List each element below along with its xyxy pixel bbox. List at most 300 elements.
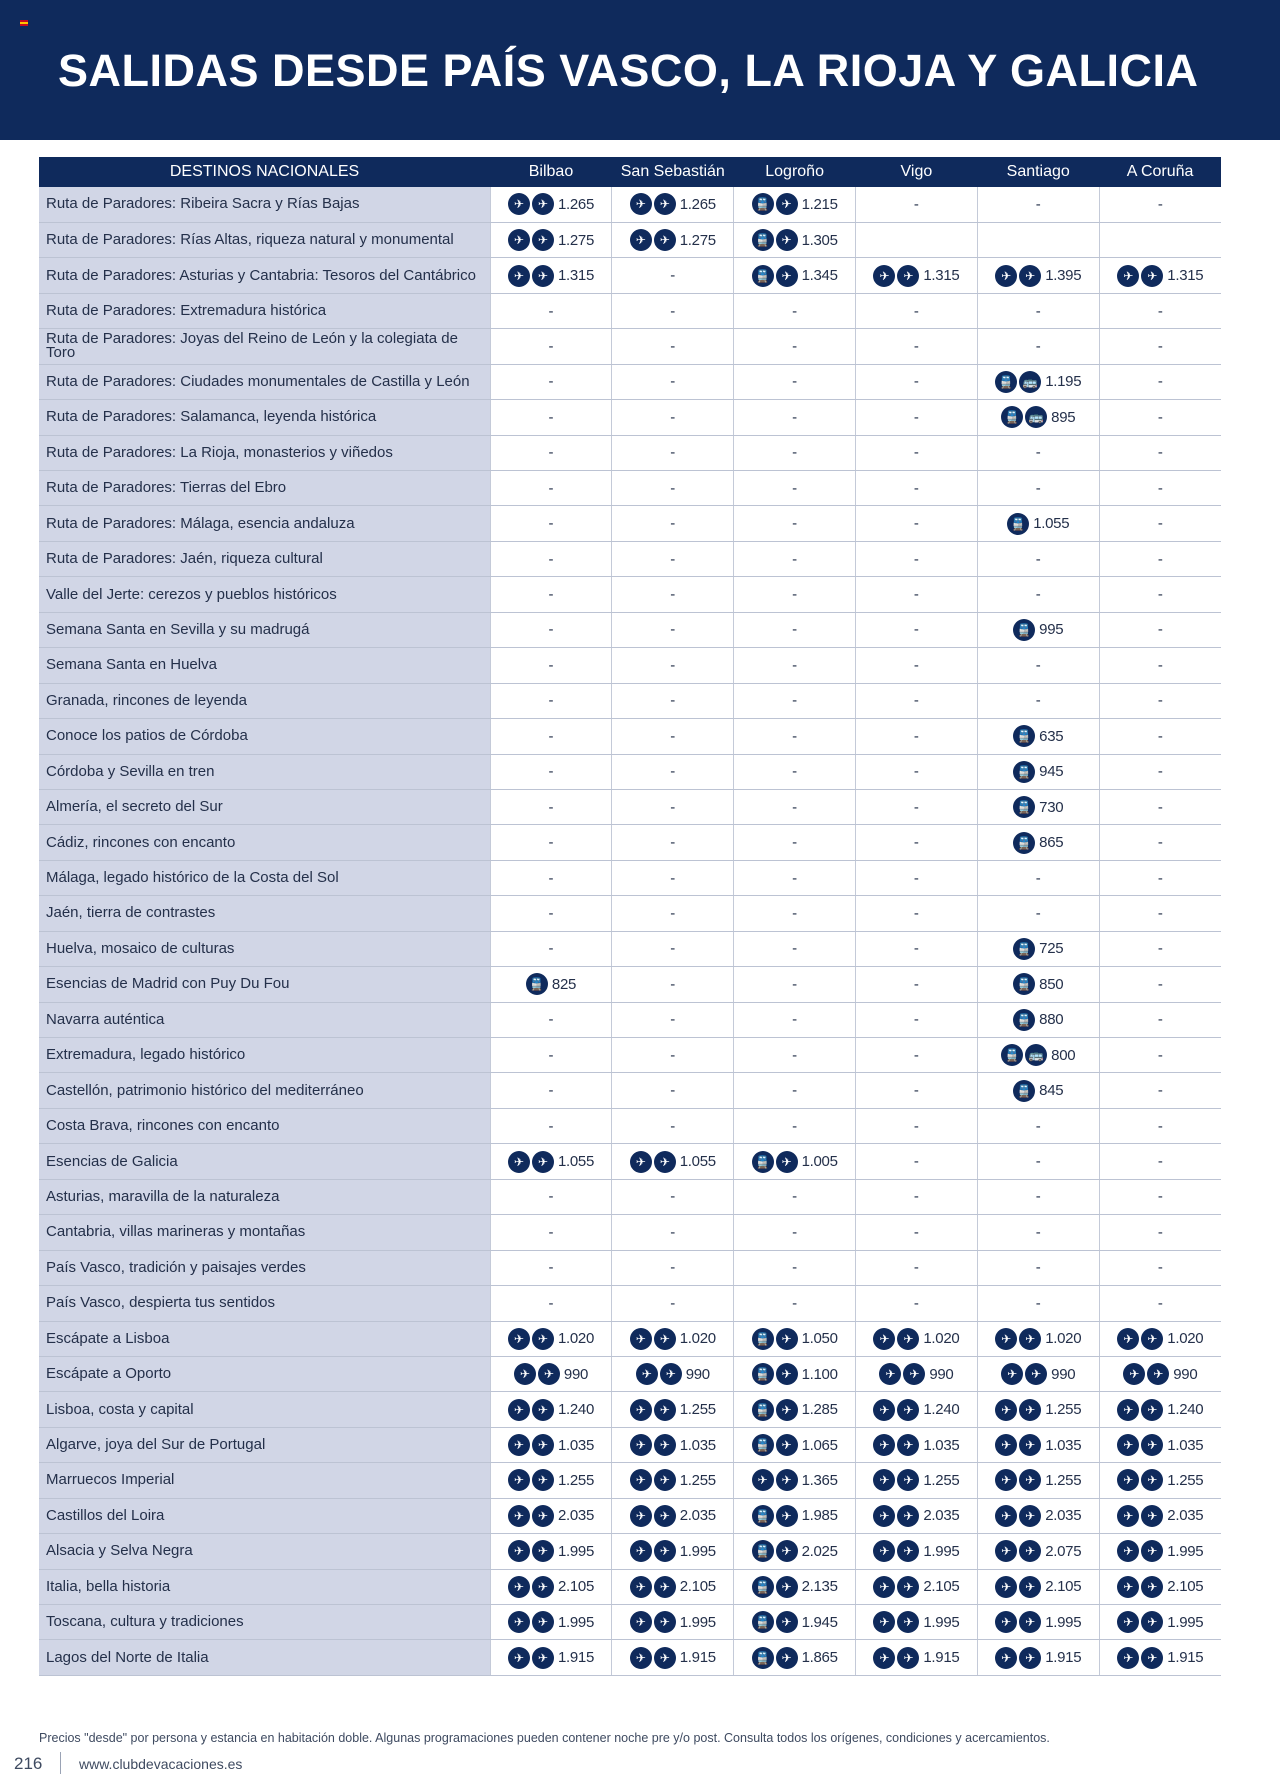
plane-icon: ✈ bbox=[879, 1363, 901, 1385]
price-cell bbox=[490, 222, 612, 257]
price-value: 1.995 bbox=[557, 1542, 594, 1560]
price-cell bbox=[490, 1463, 612, 1498]
price-cell bbox=[734, 683, 856, 718]
price-value: 1.055 bbox=[557, 1153, 594, 1171]
train-icon: 🚆 bbox=[1007, 513, 1029, 535]
not-available-dash: - bbox=[792, 656, 798, 674]
destination-name: Jaén, tierra de contrastes bbox=[39, 896, 490, 931]
price-cell bbox=[490, 506, 612, 541]
price-cell bbox=[1099, 1250, 1221, 1285]
price-cell bbox=[612, 1108, 734, 1143]
plane-icon: ✈ bbox=[508, 1469, 530, 1491]
plane-icon: ✈ bbox=[873, 1540, 895, 1562]
not-available-dash: - bbox=[1157, 1082, 1163, 1100]
not-available-dash: - bbox=[670, 1259, 676, 1277]
not-available-dash: - bbox=[548, 621, 554, 639]
not-available-dash: - bbox=[548, 586, 554, 604]
price-cell bbox=[612, 1534, 734, 1569]
not-available-dash: - bbox=[670, 834, 676, 852]
not-available-dash: - bbox=[548, 515, 554, 533]
price-cell bbox=[490, 1640, 612, 1675]
price-cell bbox=[734, 293, 856, 328]
price-cell bbox=[1099, 789, 1221, 824]
price-cell bbox=[977, 1605, 1099, 1640]
plane-icon: ✈ bbox=[1141, 1328, 1163, 1350]
price-cell bbox=[490, 329, 612, 364]
price-cell bbox=[1099, 754, 1221, 789]
price-cell bbox=[612, 329, 734, 364]
table-row bbox=[39, 471, 1221, 506]
plane-icon: ✈ bbox=[654, 1611, 676, 1633]
price-group bbox=[1001, 406, 1075, 428]
destination-name: Huelva, mosaico de culturas bbox=[39, 931, 490, 966]
table-row bbox=[39, 896, 1221, 931]
train-icon: 🚆 bbox=[995, 371, 1017, 393]
plane-icon: ✈ bbox=[873, 1434, 895, 1456]
price-cell bbox=[856, 1179, 978, 1214]
not-available-dash: - bbox=[1035, 692, 1041, 710]
not-available-dash: - bbox=[792, 1259, 798, 1277]
plane-icon: ✈ bbox=[532, 1576, 554, 1598]
price-cell bbox=[734, 577, 856, 612]
not-available-dash: - bbox=[670, 1011, 676, 1029]
price-cell bbox=[612, 577, 734, 612]
price-value: 1.055 bbox=[1033, 515, 1070, 533]
plane-icon: ✈ bbox=[1019, 1540, 1041, 1562]
price-cell bbox=[856, 683, 978, 718]
plane-icon: ✈ bbox=[508, 1399, 530, 1421]
price-group bbox=[630, 1469, 716, 1491]
plane-icon: ✈ bbox=[873, 1611, 895, 1633]
header-destinations: DESTINOS NACIONALES bbox=[39, 157, 490, 187]
price-group bbox=[752, 1576, 838, 1598]
destination-name: Ruta de Paradores: Extremadura histórica bbox=[39, 293, 490, 328]
plane-icon: ✈ bbox=[654, 1399, 676, 1421]
price-value: 1.005 bbox=[801, 1153, 838, 1171]
price-cell bbox=[612, 1605, 734, 1640]
not-available-dash: - bbox=[792, 1223, 798, 1241]
train-icon: 🚆 bbox=[1013, 1080, 1035, 1102]
not-available-dash: - bbox=[670, 940, 676, 958]
price-value: 1.315 bbox=[923, 267, 960, 285]
not-available-dash: - bbox=[670, 1294, 676, 1312]
train-icon: 🚆 bbox=[752, 1328, 774, 1350]
plane-icon: ✈ bbox=[1123, 1363, 1145, 1385]
table-row bbox=[39, 612, 1221, 647]
destination-name: Ruta de Paradores: Joyas del Reino de León y la colegiata de Toro bbox=[39, 329, 490, 364]
price-cell bbox=[490, 1356, 612, 1391]
not-available-dash: - bbox=[548, 1011, 554, 1029]
plane-icon: ✈ bbox=[538, 1363, 560, 1385]
price-value: 800 bbox=[1051, 1046, 1076, 1064]
header-a-coruna: A Coruña bbox=[1099, 157, 1221, 187]
price-cell bbox=[856, 1427, 978, 1462]
price-group bbox=[995, 1505, 1081, 1527]
destination-name: Conoce los patios de Córdoba bbox=[39, 719, 490, 754]
price-cell bbox=[1099, 1215, 1221, 1250]
train-icon: 🚆 bbox=[752, 193, 774, 215]
not-available-dash: - bbox=[792, 515, 798, 533]
plane-icon: ✈ bbox=[1141, 1540, 1163, 1562]
not-available-dash: - bbox=[670, 904, 676, 922]
price-cell bbox=[856, 1569, 978, 1604]
price-cell bbox=[734, 1144, 856, 1179]
train-icon: 🚆 bbox=[752, 1611, 774, 1633]
price-cell bbox=[734, 329, 856, 364]
not-available-dash: - bbox=[792, 1046, 798, 1064]
price-value: 1.985 bbox=[801, 1507, 838, 1525]
table-row bbox=[39, 1002, 1221, 1037]
plane-icon: ✈ bbox=[654, 1469, 676, 1491]
price-cell bbox=[977, 719, 1099, 754]
price-cell bbox=[977, 1498, 1099, 1533]
table-row bbox=[39, 1321, 1221, 1356]
price-group bbox=[752, 1363, 838, 1385]
plane-icon: ✈ bbox=[508, 229, 530, 251]
price-cell bbox=[977, 1108, 1099, 1143]
plane-icon: ✈ bbox=[532, 193, 554, 215]
not-available-dash: - bbox=[670, 1082, 676, 1100]
price-cell bbox=[490, 1215, 612, 1250]
table-body bbox=[39, 187, 1221, 1675]
price-group bbox=[514, 1363, 588, 1385]
price-cell bbox=[856, 1250, 978, 1285]
price-cell bbox=[490, 860, 612, 895]
price-cell bbox=[977, 187, 1099, 222]
table-row bbox=[39, 1038, 1221, 1073]
price-cell bbox=[856, 1144, 978, 1179]
price-cell bbox=[1099, 1427, 1221, 1462]
plane-icon: ✈ bbox=[776, 1611, 798, 1633]
not-available-dash: - bbox=[913, 798, 919, 816]
not-available-dash: - bbox=[792, 1011, 798, 1029]
price-cell bbox=[490, 967, 612, 1002]
price-value: 995 bbox=[1039, 621, 1064, 639]
price-value: 2.035 bbox=[679, 1507, 716, 1525]
not-available-dash: - bbox=[670, 1188, 676, 1206]
price-group bbox=[1013, 761, 1063, 783]
plane-icon: ✈ bbox=[508, 1611, 530, 1633]
not-available-dash: - bbox=[670, 1046, 676, 1064]
price-cell bbox=[612, 1356, 734, 1391]
not-available-dash: - bbox=[548, 1259, 554, 1277]
price-cell bbox=[977, 293, 1099, 328]
plane-icon: ✈ bbox=[654, 1151, 676, 1173]
plane-icon: ✈ bbox=[897, 1328, 919, 1350]
not-available-dash: - bbox=[548, 1294, 554, 1312]
price-cell bbox=[490, 719, 612, 754]
price-value: 1.915 bbox=[557, 1649, 594, 1667]
destination-name: Semana Santa en Sevilla y su madrugá bbox=[39, 612, 490, 647]
prices-table bbox=[39, 157, 1221, 1676]
price-value: 2.035 bbox=[1167, 1507, 1204, 1525]
price-cell bbox=[612, 293, 734, 328]
destination-name: Toscana, cultura y tradiciones bbox=[39, 1605, 490, 1640]
header-vigo: Vigo bbox=[856, 157, 978, 187]
destination-name: Algarve, joya del Sur de Portugal bbox=[39, 1427, 490, 1462]
price-cell bbox=[977, 1215, 1099, 1250]
price-cell bbox=[1099, 541, 1221, 576]
not-available-dash: - bbox=[792, 408, 798, 426]
price-cell bbox=[734, 648, 856, 683]
table-row bbox=[39, 506, 1221, 541]
price-group bbox=[873, 265, 959, 287]
price-cell bbox=[612, 1392, 734, 1427]
header-santiago: Santiago bbox=[977, 157, 1099, 187]
price-cell bbox=[977, 1038, 1099, 1073]
website-link[interactable]: www.clubdevacaciones.es bbox=[79, 1756, 243, 1772]
plane-icon: ✈ bbox=[532, 1505, 554, 1527]
not-available-dash: - bbox=[792, 479, 798, 497]
price-cell bbox=[612, 541, 734, 576]
not-available-dash: - bbox=[548, 479, 554, 497]
not-available-dash: - bbox=[670, 763, 676, 781]
destination-name: Ruta de Paradores: Salamanca, leyenda histórica bbox=[39, 400, 490, 435]
price-cell bbox=[490, 187, 612, 222]
price-cell bbox=[612, 1250, 734, 1285]
price-cell bbox=[1099, 1569, 1221, 1604]
not-available-dash: - bbox=[1157, 1223, 1163, 1241]
destination-name: Esencias de Galicia bbox=[39, 1144, 490, 1179]
price-cell bbox=[734, 931, 856, 966]
destination-name: Lagos del Norte de Italia bbox=[39, 1640, 490, 1675]
plane-icon: ✈ bbox=[776, 1399, 798, 1421]
plane-icon: ✈ bbox=[1141, 1434, 1163, 1456]
table-row bbox=[39, 789, 1221, 824]
header-logrono: Logroño bbox=[734, 157, 856, 187]
price-cell bbox=[734, 1605, 856, 1640]
plane-icon: ✈ bbox=[1117, 1469, 1139, 1491]
price-value: 845 bbox=[1039, 1082, 1064, 1100]
price-group bbox=[873, 1647, 959, 1669]
train-icon: 🚆 bbox=[752, 1647, 774, 1669]
price-group bbox=[1001, 1363, 1075, 1385]
price-group bbox=[1117, 1540, 1203, 1562]
price-cell bbox=[612, 1179, 734, 1214]
price-value: 1.065 bbox=[801, 1436, 838, 1454]
price-group bbox=[1013, 1080, 1063, 1102]
not-available-dash: - bbox=[1035, 904, 1041, 922]
price-value: 1.265 bbox=[557, 195, 594, 213]
price-cell bbox=[734, 1534, 856, 1569]
price-value: 2.105 bbox=[557, 1578, 594, 1596]
table-row bbox=[39, 967, 1221, 1002]
plane-icon: ✈ bbox=[1019, 1399, 1041, 1421]
plane-icon: ✈ bbox=[508, 1151, 530, 1173]
price-group bbox=[752, 193, 838, 215]
price-cell bbox=[856, 364, 978, 399]
price-cell bbox=[977, 683, 1099, 718]
price-cell bbox=[977, 1640, 1099, 1675]
destination-name: Granada, rincones de leyenda bbox=[39, 683, 490, 718]
destination-name: Ruta de Paradores: Rías Altas, riqueza natural y monumental bbox=[39, 222, 490, 257]
price-cell bbox=[490, 825, 612, 860]
price-cell bbox=[734, 435, 856, 470]
plane-icon: ✈ bbox=[995, 1647, 1017, 1669]
not-available-dash: - bbox=[548, 1082, 554, 1100]
price-value: 1.305 bbox=[801, 231, 838, 249]
price-value: 1.995 bbox=[1167, 1613, 1204, 1631]
price-cell bbox=[490, 364, 612, 399]
price-value: 2.105 bbox=[1045, 1578, 1082, 1596]
price-group bbox=[1117, 1576, 1203, 1598]
table-row bbox=[39, 1392, 1221, 1427]
price-cell bbox=[977, 754, 1099, 789]
train-icon: 🚆 bbox=[752, 1363, 774, 1385]
destination-name: Ruta de Paradores: Jaén, riqueza cultural bbox=[39, 541, 490, 576]
price-cell bbox=[612, 187, 734, 222]
price-value: 1.365 bbox=[801, 1471, 838, 1489]
price-cell bbox=[856, 187, 978, 222]
price-value: 895 bbox=[1051, 408, 1076, 426]
not-available-dash: - bbox=[913, 479, 919, 497]
price-cell bbox=[490, 400, 612, 435]
plane-icon: ✈ bbox=[508, 1647, 530, 1669]
table-row bbox=[39, 754, 1221, 789]
price-group bbox=[995, 1434, 1081, 1456]
plane-icon: ✈ bbox=[508, 1540, 530, 1562]
not-available-dash: - bbox=[1035, 550, 1041, 568]
plane-icon: ✈ bbox=[514, 1363, 536, 1385]
price-cell bbox=[977, 1144, 1099, 1179]
train-icon: 🚆 bbox=[752, 1576, 774, 1598]
price-value: 1.995 bbox=[557, 1613, 594, 1631]
not-available-dash: - bbox=[670, 1117, 676, 1135]
table-row bbox=[39, 293, 1221, 328]
not-available-dash: - bbox=[913, 373, 919, 391]
price-group bbox=[630, 1611, 716, 1633]
plane-icon: ✈ bbox=[873, 265, 895, 287]
page-number: 216 bbox=[14, 1754, 43, 1773]
train-icon: 🚆 bbox=[752, 1540, 774, 1562]
price-cell bbox=[490, 1002, 612, 1037]
price-cell bbox=[856, 1108, 978, 1143]
plane-icon: ✈ bbox=[897, 1576, 919, 1598]
not-available-dash: - bbox=[548, 940, 554, 958]
price-cell bbox=[856, 222, 978, 257]
price-cell bbox=[612, 719, 734, 754]
price-cell bbox=[612, 1002, 734, 1037]
price-cell bbox=[734, 612, 856, 647]
not-available-dash: - bbox=[913, 834, 919, 852]
price-cell bbox=[1099, 1108, 1221, 1143]
price-cell bbox=[490, 1144, 612, 1179]
price-cell bbox=[856, 612, 978, 647]
price-cell bbox=[734, 1356, 856, 1391]
destination-name: País Vasco, despierta tus sentidos bbox=[39, 1286, 490, 1321]
train-icon: 🚆 bbox=[1013, 619, 1035, 641]
price-cell bbox=[490, 931, 612, 966]
destination-name: Costa Brava, rincones con encanto bbox=[39, 1108, 490, 1143]
plane-icon: ✈ bbox=[508, 193, 530, 215]
plane-icon: ✈ bbox=[995, 265, 1017, 287]
price-group bbox=[1007, 513, 1069, 535]
plane-icon: ✈ bbox=[995, 1505, 1017, 1527]
price-value: 1.995 bbox=[1045, 1613, 1082, 1631]
price-value: 725 bbox=[1039, 940, 1064, 958]
price-cell bbox=[612, 471, 734, 506]
price-cell bbox=[612, 1569, 734, 1604]
destination-name: Marruecos Imperial bbox=[39, 1463, 490, 1498]
price-cell bbox=[856, 754, 978, 789]
price-cell bbox=[977, 648, 1099, 683]
price-cell bbox=[856, 860, 978, 895]
not-available-dash: - bbox=[913, 763, 919, 781]
not-available-dash: - bbox=[792, 692, 798, 710]
not-available-dash: - bbox=[913, 1011, 919, 1029]
price-cell bbox=[612, 1038, 734, 1073]
price-cell bbox=[734, 258, 856, 293]
destination-name: Extremadura, legado histórico bbox=[39, 1038, 490, 1073]
price-cell bbox=[977, 825, 1099, 860]
price-cell bbox=[856, 541, 978, 576]
plane-icon: ✈ bbox=[654, 1576, 676, 1598]
price-value: 990 bbox=[685, 1365, 710, 1383]
price-group bbox=[1013, 619, 1063, 641]
plane-icon: ✈ bbox=[1025, 1363, 1047, 1385]
price-value: 1.315 bbox=[557, 267, 594, 285]
not-available-dash: - bbox=[1035, 586, 1041, 604]
price-cell bbox=[977, 1321, 1099, 1356]
bus-icon: 🚌 bbox=[1025, 406, 1047, 428]
price-group bbox=[630, 1540, 716, 1562]
price-group bbox=[1123, 1363, 1197, 1385]
price-cell bbox=[734, 1038, 856, 1073]
price-cell bbox=[734, 222, 856, 257]
table-row bbox=[39, 541, 1221, 576]
price-group bbox=[1117, 1328, 1203, 1350]
price-cell bbox=[612, 1498, 734, 1533]
plane-icon: ✈ bbox=[508, 1576, 530, 1598]
plane-icon: ✈ bbox=[873, 1647, 895, 1669]
price-cell bbox=[612, 1215, 734, 1250]
plane-icon: ✈ bbox=[1019, 1505, 1041, 1527]
not-available-dash: - bbox=[792, 940, 798, 958]
plane-icon: ✈ bbox=[995, 1434, 1017, 1456]
plane-icon: ✈ bbox=[776, 1576, 798, 1598]
price-value: 1.345 bbox=[801, 267, 838, 285]
footnote: Precios "desde" por persona y estancia en habitación doble. Algunas programaciones pueden contener noche pre y/o post. Consulta todos los orígenes, condiciones y acercamientos. bbox=[39, 1731, 1050, 1745]
price-cell bbox=[856, 1498, 978, 1533]
plane-icon: ✈ bbox=[630, 1469, 652, 1491]
price-cell bbox=[1099, 1073, 1221, 1108]
plane-icon: ✈ bbox=[1147, 1363, 1169, 1385]
plane-icon: ✈ bbox=[897, 1469, 919, 1491]
not-available-dash: - bbox=[1157, 586, 1163, 604]
table-row bbox=[39, 577, 1221, 612]
destination-name: Ruta de Paradores: Ciudades monumentales de Castilla y León bbox=[39, 364, 490, 399]
price-group bbox=[508, 1611, 594, 1633]
header-bilbao: Bilbao bbox=[490, 157, 612, 187]
train-icon: 🚆 bbox=[1013, 761, 1035, 783]
price-value: 1.945 bbox=[801, 1613, 838, 1631]
price-value: 1.035 bbox=[923, 1436, 960, 1454]
price-group bbox=[1013, 796, 1063, 818]
plane-icon: ✈ bbox=[776, 229, 798, 251]
price-cell bbox=[977, 541, 1099, 576]
price-cell bbox=[1099, 1605, 1221, 1640]
price-cell bbox=[856, 1605, 978, 1640]
not-available-dash: - bbox=[913, 1223, 919, 1241]
not-available-dash: - bbox=[913, 337, 919, 355]
not-available-dash: - bbox=[913, 1188, 919, 1206]
not-available-dash: - bbox=[1157, 515, 1163, 533]
not-available-dash: - bbox=[1157, 302, 1163, 320]
destination-name: Asturias, maravilla de la naturaleza bbox=[39, 1179, 490, 1214]
table-row bbox=[39, 931, 1221, 966]
price-group bbox=[1117, 1469, 1203, 1491]
plane-icon: ✈ bbox=[995, 1540, 1017, 1562]
